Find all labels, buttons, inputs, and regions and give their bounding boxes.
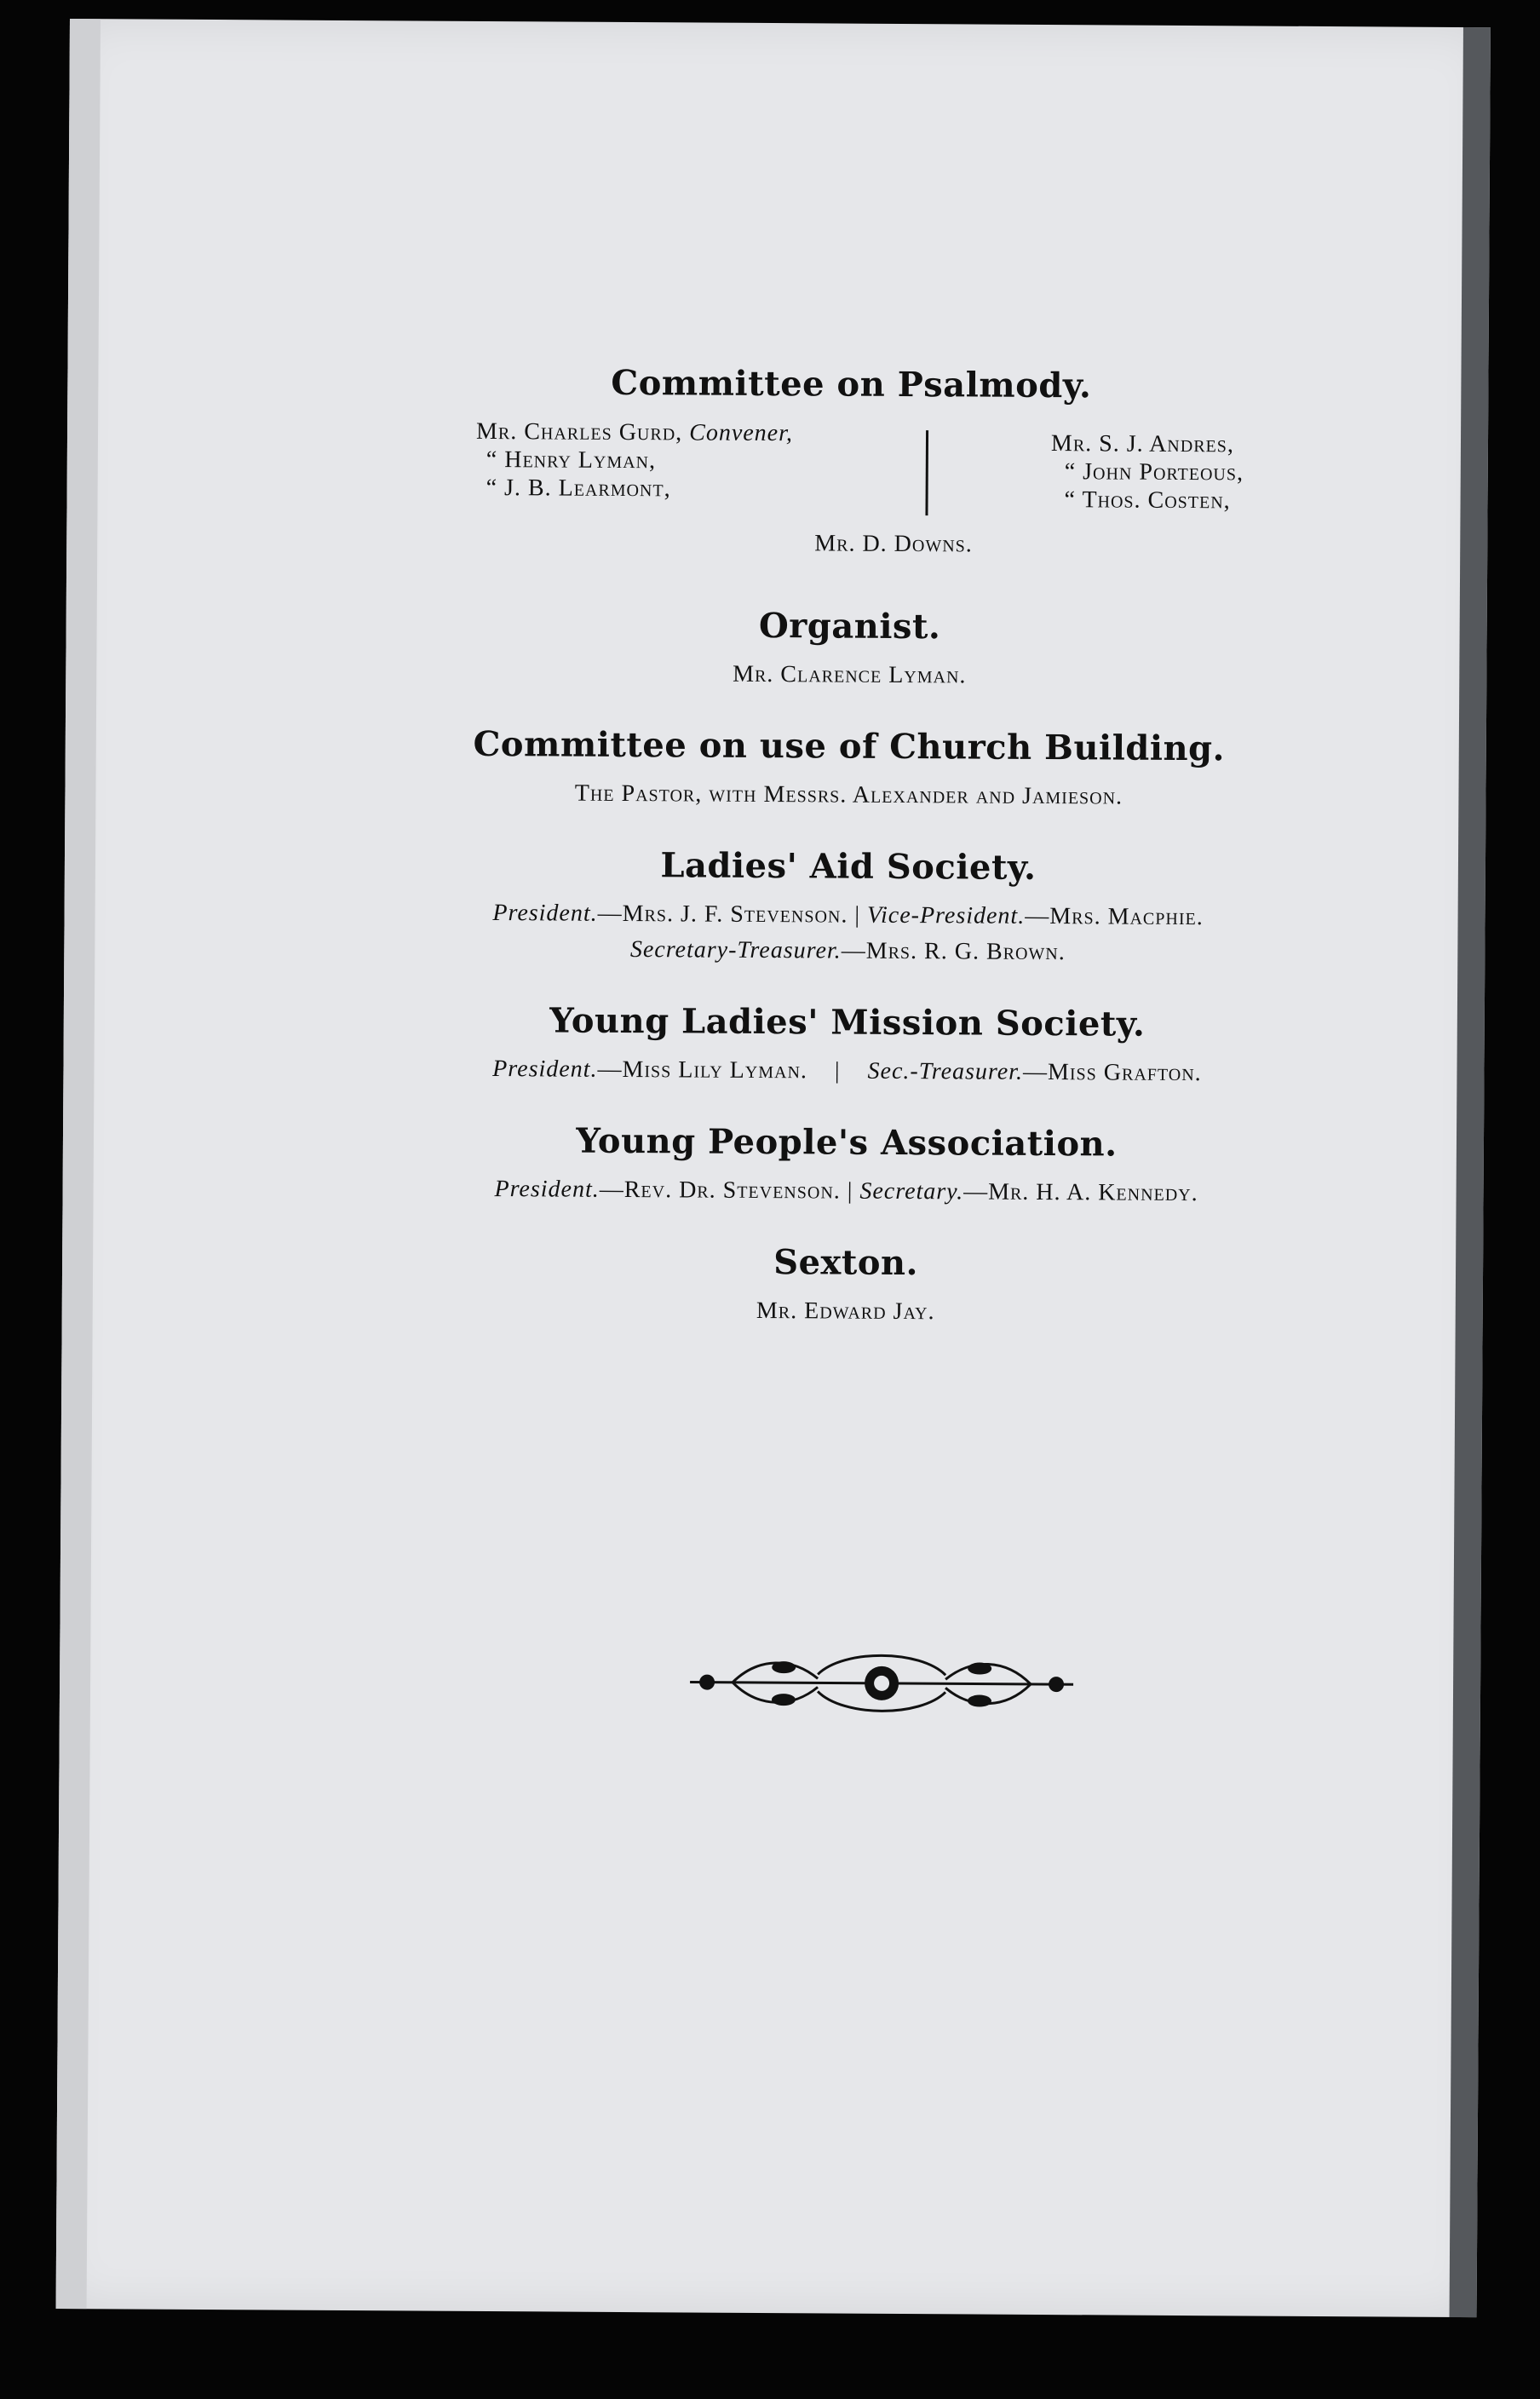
psalmody-section [348,361,1353,572]
psalmody-member: “ J. B. Learmont, [486,474,671,503]
column-divider [925,430,928,515]
psalmody-members [348,417,1353,572]
sexton-section [343,1240,1349,1328]
psalmody-right-column [1050,429,1244,515]
psalmody-member: Mr. S. J. Andres, [1050,430,1235,458]
book-spine [1450,27,1491,2317]
psalmody-member: “ Henry Lyman, [486,446,657,475]
church-building-heading: Committee on use of Church Building. [473,723,1226,769]
young-people-heading: Young People's Association. [576,1120,1118,1165]
psalmody-heading: Committee on Psalmody. [611,362,1092,406]
ladies-aid-officers: President.—Mrs. J. F. Stevenson. | Vice-President.—Mrs. Macphie. [492,900,1204,931]
ladies-aid-heading: Ladies' Aid Society. [660,845,1037,888]
ladies-aid-section [345,843,1351,968]
sexton-name: Mr. Edward Jay. [756,1297,935,1326]
sexton-heading: Sexton. [773,1242,919,1284]
ladies-aid-secretary: Secretary-Treasurer.—Mrs. R. G. Brown. [629,936,1066,966]
page-edge [56,19,101,2309]
psalmody-member: Mr. D. Downs. [814,530,973,558]
psalmody-member: “ Thos. Costen, [1064,486,1231,515]
page-sheet [56,19,1491,2317]
psalmody-member: Mr. Charles Gurd, Convener, [475,417,794,447]
psalmody-left-column [476,417,794,503]
church-building-section [346,723,1352,812]
document-content [342,361,1353,1366]
young-ladies-section [344,999,1350,1088]
young-people-section [344,1119,1350,1208]
floral-ornament-icon [681,1639,1083,1727]
young-ladies-heading: Young Ladies' Mission Society. [549,1000,1146,1044]
young-people-officers: President.—Rev. Dr. Stevenson. | Secretary.—Mr. H. A. Kennedy. [494,1176,1198,1207]
young-ladies-officers: President.—Miss Lily Lyman. | Sec.-Treasurer.—Miss Grafton. [492,1056,1202,1087]
organist-heading: Organist. [758,605,941,647]
psalmody-member: “ John Porteous, [1064,458,1244,486]
organist-section [347,603,1353,692]
church-building-members: The Pastor, with Messrs. Alexander and Jamieson. [574,780,1123,810]
organist-name: Mr. Clarence Lyman. [733,660,967,689]
